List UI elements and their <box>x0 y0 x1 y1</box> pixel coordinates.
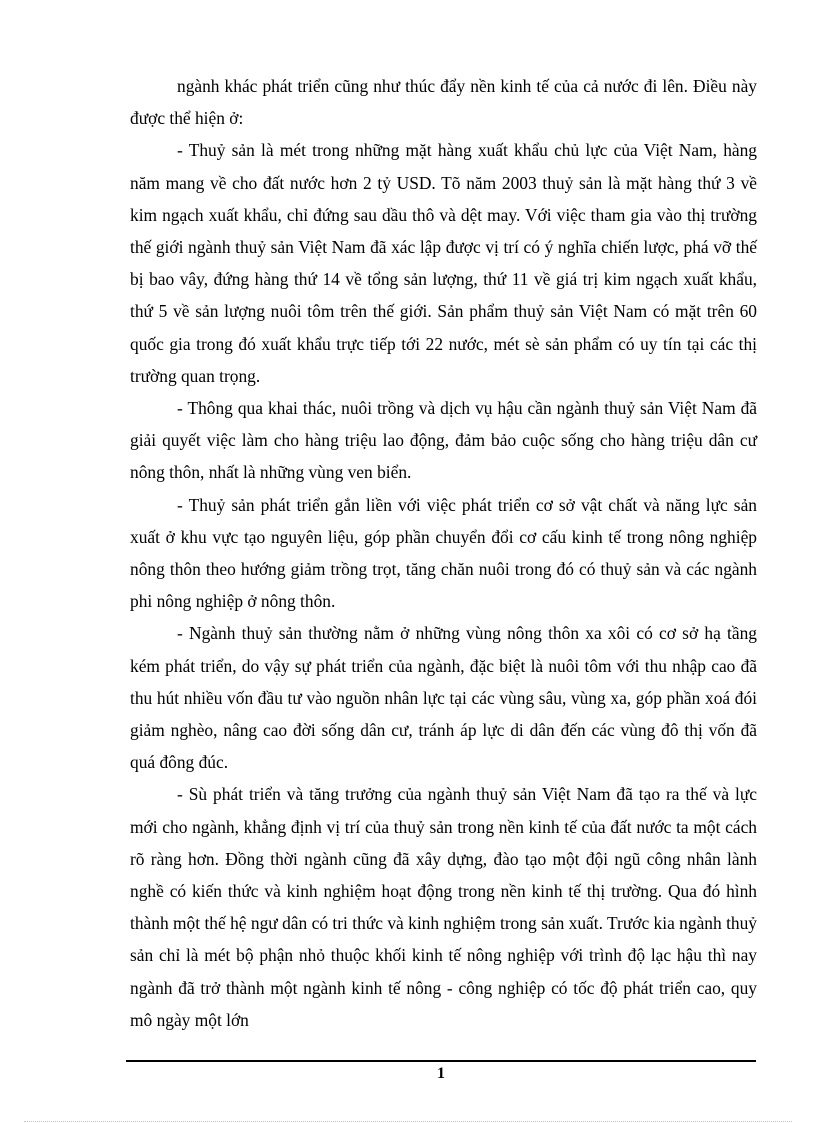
page-number: 1 <box>437 1065 445 1082</box>
paragraph-infrastructure: - Thuỷ sản phát triển gắn liền với việc phát triển cơ sở vật chất và năng lực sản xuất ở khu vực tạo nguyên liệu, góp phần chuyển đổi cơ cấu kinh tế trong nông nghiệp nông thôn theo hướng giảm trồng trọt, tăng chăn nuôi trong đó có thuỷ sản và các ngành phi nông nghiệp ở nông thôn. <box>130 494 757 612</box>
paragraph-export: - Thuỷ sản là mét trong những mặt hàng xuất khẩu chủ lực của Việt Nam, hàng năm mang về cho đất nước hơn 2 tỷ USD. Tõ năm 2003 thuỷ sản là mặt hàng thứ 3 về kim ngạch xuất khẩu, chỉ đứng sau dầu thô và dệt may. Với việc tham gia vào thị trường thế giới ngành thuỷ sản Việt Nam đã xác lập được vị trí có ý nghĩa chiến lược, phá vỡ thế bị bao vây, đứng hàng thứ 14 về tổng sản lượng, thứ 11 về giá trị kim ngạch xuất khẩu, thứ 5 về sản lượng nuôi tôm trên thế giới. Sản phẩm thuỷ sản Việt Nam có mặt trên 60 quốc gia trong đó xuất khẩu trực tiếp tới 22 nước, mét sè sản phẩm có uy tín tại các thị trường quan trọng. <box>130 140 757 386</box>
footer-divider <box>126 1060 756 1062</box>
paragraph-employment: - Thông qua khai thác, nuôi trồng và dịch vụ hậu cần ngành thuỷ sản Việt Nam đã giải quyết việc làm cho hàng triệu lao động, đảm bảo cuộc sống cho hàng triệu dân cư nông thôn, nhất là những vùng ven biển. <box>130 398 757 483</box>
page-bottom-border <box>24 1121 792 1122</box>
paragraph-intro: ngành khác phát triển cũng như thúc đẩy nền kinh tế của cả nước đi lên. Điều này được thể hiện ở: <box>130 76 757 129</box>
document-page <box>130 70 757 1036</box>
paragraph-growth: - Sù phát triển và tăng trưởng của ngành thuỷ sản Việt Nam đã tạo ra thế và lực mới cho ngành, khẳng định vị trí của thuỷ sản trong nền kinh tế của đất nước ta một cách rõ ràng hơn. Đồng thời ngành cũng đã xây dựng, đào tạo một đội ngũ công nhân lành nghề có kiến thức và kinh nghiệm hoạt động trong nền kinh tế thị trường. Qua đó hình thành một thế hệ ngư dân có tri thức và kinh nghiệm trong sản xuất. Trước kia ngành thuỷ sản chỉ là mét bộ phận nhỏ thuộc khối kinh tế nông nghiệp với trình độ lạc hậu thì nay ngành đã trở thành một ngành kinh tế nông - công nghiệp có tốc độ phát triển cao, quy mô ngày một lớn <box>130 784 757 1030</box>
paragraph-rural-development: - Ngành thuỷ sản thường nằm ở những vùng nông thôn xa xôi có cơ sở hạ tầng kém phát triển, do vậy sự phát triển của ngành, đặc biệt là nuôi tôm với thu nhập cao đã thu hút nhiều vốn đầu tư vào nguồn nhân lực tại các vùng sâu, vùng xa, góp phần xoá đói giảm nghèo, nâng cao đời sống dân cư, tránh áp lực di dân đến các vùng đô thị vốn đã quá đông đúc. <box>130 623 757 773</box>
